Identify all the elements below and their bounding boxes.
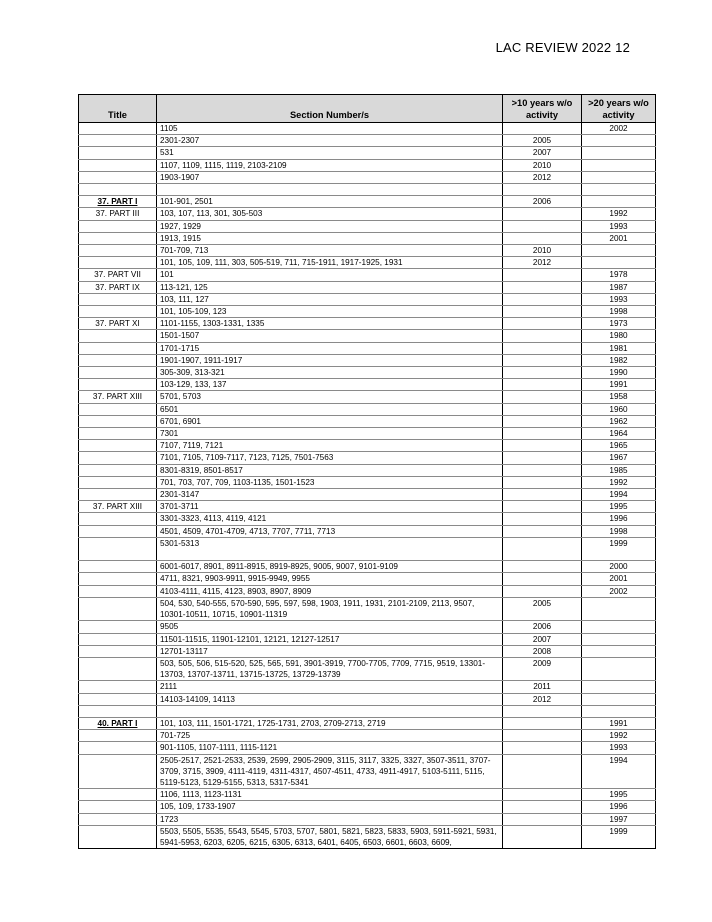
table-row: [79, 513, 656, 525]
table-row: [79, 123, 656, 135]
section-numbers-cell: 113-121, 125: [157, 281, 503, 293]
section-numbers-cell: 1106, 1113, 1123-1131: [157, 789, 503, 801]
table-row: [79, 245, 656, 257]
over-20-years-cell: [582, 645, 656, 657]
section-numbers-cell: 2111: [157, 681, 503, 693]
title-cell: [79, 537, 157, 560]
table-row: [79, 754, 656, 789]
table-row: [79, 645, 656, 657]
over-20-years-cell: 1991: [582, 379, 656, 391]
over-10-years-cell: 2012: [503, 693, 582, 705]
title-cell: 37. PART VII: [79, 269, 157, 281]
title-cell: [79, 789, 157, 801]
title-cell: [79, 367, 157, 379]
over-20-years-cell: 1996: [582, 801, 656, 813]
title-cell: [79, 525, 157, 537]
section-numbers-cell: 5503, 5505, 5535, 5543, 5545, 5703, 5707, 5801, 5821, 5823, 5833, 5903, 5911-5921, 5931, 5941-5953, 6203, 6205, 6215, 6305, 6313, 6401, 6405, 6503, 6601, 6603, 6609,: [157, 825, 503, 848]
table-row: [79, 318, 656, 330]
over-20-years-cell: [582, 159, 656, 171]
over-20-years-cell: 2000: [582, 561, 656, 573]
table-row: [79, 171, 656, 183]
section-numbers-cell: 1105: [157, 123, 503, 135]
over-20-years-cell: 1992: [582, 208, 656, 220]
over-10-years-cell: [503, 330, 582, 342]
title-cell: [79, 232, 157, 244]
table-row: [79, 597, 656, 620]
title-cell: [79, 171, 157, 183]
title-cell: 37. PART XIII: [79, 501, 157, 513]
over-20-years-cell: [582, 705, 656, 717]
over-20-years-cell: 1999: [582, 537, 656, 560]
over-10-years-cell: [503, 232, 582, 244]
over-20-years-cell: 1980: [582, 330, 656, 342]
title-cell: [79, 440, 157, 452]
title-cell: [79, 379, 157, 391]
over-10-years-cell: [503, 293, 582, 305]
over-20-years-cell: [582, 171, 656, 183]
over-10-years-cell: [503, 464, 582, 476]
over-10-years-cell: 2007: [503, 147, 582, 159]
over-20-years-cell: 1997: [582, 813, 656, 825]
title-cell: [79, 645, 157, 657]
over-10-years-cell: 2006: [503, 196, 582, 208]
over-20-years-cell: 1998: [582, 525, 656, 537]
title-cell: [79, 621, 157, 633]
table-body: [79, 123, 656, 849]
over-20-years-cell: 1958: [582, 391, 656, 403]
section-numbers-cell: 1901-1907, 1911-1917: [157, 354, 503, 366]
over-10-years-cell: [503, 742, 582, 754]
table-row: [79, 573, 656, 585]
section-numbers-cell: 701-725: [157, 730, 503, 742]
table-header-row: [79, 95, 656, 123]
over-10-years-cell: 2012: [503, 257, 582, 269]
section-numbers-cell: 4103-4111, 4115, 4123, 8903, 8907, 8909: [157, 585, 503, 597]
section-numbers-cell: 701-709, 713: [157, 245, 503, 257]
over-10-years-cell: [503, 281, 582, 293]
section-numbers-cell: 3701-3711: [157, 501, 503, 513]
over-20-years-cell: [582, 633, 656, 645]
section-numbers-cell: 7301: [157, 428, 503, 440]
over-20-years-cell: 1991: [582, 717, 656, 729]
title-cell: [79, 681, 157, 693]
section-numbers-cell: 305-309, 313-321: [157, 367, 503, 379]
title-cell: [79, 159, 157, 171]
over-10-years-cell: [503, 306, 582, 318]
over-10-years-cell: [503, 476, 582, 488]
table-row: [79, 813, 656, 825]
over-10-years-cell: [503, 403, 582, 415]
title-cell: 37. PART XI: [79, 318, 157, 330]
title-cell: [79, 184, 157, 196]
over-20-years-cell: [582, 184, 656, 196]
over-20-years-cell: 1960: [582, 403, 656, 415]
section-numbers-cell: 1903-1907: [157, 171, 503, 183]
over-20-years-cell: 1994: [582, 754, 656, 789]
section-numbers-cell: 103, 107, 113, 301, 305-503: [157, 208, 503, 220]
title-cell: 40. PART I: [79, 717, 157, 729]
title-cell: [79, 513, 157, 525]
table-row: [79, 391, 656, 403]
table-row: [79, 306, 656, 318]
over-20-years-cell: 1990: [582, 367, 656, 379]
table-row: [79, 440, 656, 452]
title-cell: [79, 330, 157, 342]
section-numbers-cell: 11501-11515, 11901-12101, 12121, 12127-12517: [157, 633, 503, 645]
table-row: [79, 464, 656, 476]
over-20-years-cell: [582, 196, 656, 208]
title-cell: [79, 464, 157, 476]
section-numbers-cell: 5301-5313: [157, 537, 503, 560]
over-10-years-cell: [503, 428, 582, 440]
over-10-years-cell: 2005: [503, 135, 582, 147]
title-cell: [79, 342, 157, 354]
title-cell: [79, 428, 157, 440]
section-numbers-cell: 6701, 6901: [157, 415, 503, 427]
section-numbers-cell: 7101, 7105, 7109-7117, 7123, 7125, 7501-7563: [157, 452, 503, 464]
over-10-years-cell: [503, 379, 582, 391]
table-row: [79, 742, 656, 754]
section-numbers-cell: 4501, 4509, 4701-4709, 4713, 7707, 7711, 7713: [157, 525, 503, 537]
page-header: LAC REVIEW 2022 12: [495, 40, 630, 55]
section-numbers-cell: 2301-3147: [157, 489, 503, 501]
over-10-years-cell: [503, 717, 582, 729]
table-row: [79, 147, 656, 159]
section-numbers-cell: 1501-1507: [157, 330, 503, 342]
table-row: [79, 354, 656, 366]
over-10-years-cell: [503, 513, 582, 525]
over-20-years-cell: [582, 147, 656, 159]
table-row: [79, 232, 656, 244]
over-20-years-cell: 1995: [582, 789, 656, 801]
over-20-years-cell: [582, 681, 656, 693]
section-numbers-cell: 9505: [157, 621, 503, 633]
over-20-years-cell: 1965: [582, 440, 656, 452]
section-numbers-cell: [157, 705, 503, 717]
table-row: [79, 257, 656, 269]
table-row: [79, 525, 656, 537]
over-10-years-cell: [503, 342, 582, 354]
table-row: [79, 585, 656, 597]
section-numbers-cell: 504, 530, 540-555, 570-590, 595, 597, 598, 1903, 1911, 1931, 2101-2109, 2113, 9507, 10301-10511, 10715, 10901-11319: [157, 597, 503, 620]
title-cell: [79, 476, 157, 488]
over-20-years-cell: [582, 257, 656, 269]
table-row: [79, 693, 656, 705]
over-10-years-cell: [503, 489, 582, 501]
over-10-years-cell: 2011: [503, 681, 582, 693]
over-20-years-cell: 1962: [582, 415, 656, 427]
table-row: [79, 196, 656, 208]
over-10-years-cell: 2006: [503, 621, 582, 633]
section-numbers-cell: 14103-14109, 14113: [157, 693, 503, 705]
over-10-years-cell: 2012: [503, 171, 582, 183]
table-row: [79, 537, 656, 560]
title-cell: [79, 489, 157, 501]
title-cell: [79, 245, 157, 257]
over-10-years-cell: [503, 801, 582, 813]
table-row: [79, 428, 656, 440]
title-cell: [79, 561, 157, 573]
over-10-years-cell: 2008: [503, 645, 582, 657]
over-20-years-cell: [582, 245, 656, 257]
table-row: [79, 452, 656, 464]
title-cell: [79, 597, 157, 620]
section-numbers-cell: 2505-2517, 2521-2533, 2539, 2599, 2905-2909, 3115, 3117, 3325, 3327, 3507-3511, 3707-3709, 3715, 3909, 4111-4119, 4311-4317, 4507-4511, 4733, 4911-4917, 5103-5111, 5115, 5119-5123, 5129-5155, 5313, 5317-5341: [157, 754, 503, 789]
title-cell: 37. PART I: [79, 196, 157, 208]
title-cell: 37. PART III: [79, 208, 157, 220]
over-20-years-cell: 1998: [582, 306, 656, 318]
over-20-years-cell: 1993: [582, 742, 656, 754]
section-numbers-cell: 1101-1155, 1303-1331, 1335: [157, 318, 503, 330]
table-row: [79, 825, 656, 848]
over-20-years-cell: [582, 657, 656, 680]
section-numbers-cell: 1723: [157, 813, 503, 825]
section-numbers-cell: 1927, 1929: [157, 220, 503, 232]
title-cell: [79, 403, 157, 415]
table-row: [79, 561, 656, 573]
section-numbers-cell: 105, 109, 1733-1907: [157, 801, 503, 813]
title-cell: [79, 354, 157, 366]
title-cell: [79, 693, 157, 705]
table-row: [79, 489, 656, 501]
title-cell: [79, 452, 157, 464]
over-10-years-cell: [503, 825, 582, 848]
section-numbers-cell: 101, 105-109, 123: [157, 306, 503, 318]
over-10-years-cell: 2005: [503, 597, 582, 620]
table-row: [79, 184, 656, 196]
column-header-10-years: >10 years w/o activity: [503, 95, 582, 123]
section-numbers-cell: 701, 703, 707, 709, 1103-1135, 1501-1523: [157, 476, 503, 488]
over-10-years-cell: [503, 501, 582, 513]
section-numbers-cell: 1107, 1109, 1115, 1119, 2103-2109: [157, 159, 503, 171]
table-row: [79, 159, 656, 171]
over-10-years-cell: 2010: [503, 245, 582, 257]
over-20-years-cell: 1999: [582, 825, 656, 848]
over-10-years-cell: [503, 585, 582, 597]
over-20-years-cell: [582, 597, 656, 620]
table-row: [79, 342, 656, 354]
table-row: [79, 789, 656, 801]
over-10-years-cell: [503, 573, 582, 585]
title-cell: [79, 825, 157, 848]
section-numbers-cell: 8301-8319, 8501-8517: [157, 464, 503, 476]
table-row: [79, 269, 656, 281]
over-20-years-cell: 1993: [582, 220, 656, 232]
column-header-20-years: >20 years w/o activity: [582, 95, 656, 123]
over-10-years-cell: [503, 440, 582, 452]
section-numbers-cell: 103, 111, 127: [157, 293, 503, 305]
section-numbers-cell: 7107, 7119, 7121: [157, 440, 503, 452]
section-numbers-cell: 12701-13117: [157, 645, 503, 657]
section-numbers-cell: 3301-3323, 4113, 4119, 4121: [157, 513, 503, 525]
over-20-years-cell: [582, 693, 656, 705]
section-numbers-cell: 101-901, 2501: [157, 196, 503, 208]
over-10-years-cell: [503, 354, 582, 366]
over-20-years-cell: 1981: [582, 342, 656, 354]
over-10-years-cell: [503, 754, 582, 789]
title-cell: [79, 754, 157, 789]
section-numbers-cell: 103-129, 133, 137: [157, 379, 503, 391]
title-cell: [79, 730, 157, 742]
title-cell: [79, 135, 157, 147]
table-row: [79, 705, 656, 717]
over-20-years-cell: 2002: [582, 585, 656, 597]
section-numbers-cell: 1913, 1915: [157, 232, 503, 244]
over-10-years-cell: [503, 789, 582, 801]
over-20-years-cell: 1967: [582, 452, 656, 464]
over-10-years-cell: [503, 705, 582, 717]
table-row: [79, 220, 656, 232]
over-10-years-cell: 2009: [503, 657, 582, 680]
section-numbers-cell: 4711, 8321, 9903-9911, 9915-9949, 9955: [157, 573, 503, 585]
table-row: [79, 801, 656, 813]
table-row: [79, 681, 656, 693]
table-row: [79, 717, 656, 729]
over-20-years-cell: 1996: [582, 513, 656, 525]
title-cell: [79, 801, 157, 813]
section-numbers-cell: [157, 184, 503, 196]
over-20-years-cell: 1973: [582, 318, 656, 330]
over-10-years-cell: [503, 269, 582, 281]
title-cell: [79, 415, 157, 427]
over-20-years-cell: 1964: [582, 428, 656, 440]
section-numbers-cell: 901-1105, 1107-1111, 1115-1121: [157, 742, 503, 754]
table-row: [79, 367, 656, 379]
table-row: [79, 281, 656, 293]
table-row: [79, 208, 656, 220]
title-cell: [79, 220, 157, 232]
over-10-years-cell: [503, 415, 582, 427]
over-10-years-cell: [503, 367, 582, 379]
over-10-years-cell: [503, 525, 582, 537]
over-10-years-cell: [503, 220, 582, 232]
over-10-years-cell: [503, 452, 582, 464]
title-cell: [79, 633, 157, 645]
table-row: [79, 621, 656, 633]
section-numbers-cell: 2301-2307: [157, 135, 503, 147]
column-header-section-numbers: Section Number/s: [157, 95, 503, 123]
section-numbers-cell: 101, 105, 109, 111, 303, 505-519, 711, 715-1911, 1917-1925, 1931: [157, 257, 503, 269]
column-header-title: Title: [79, 95, 157, 123]
over-20-years-cell: [582, 621, 656, 633]
title-cell: 37. PART IX: [79, 281, 157, 293]
table-row: [79, 135, 656, 147]
title-cell: [79, 813, 157, 825]
title-cell: [79, 585, 157, 597]
table-row: [79, 476, 656, 488]
section-numbers-cell: 503, 505, 506, 515-520, 525, 565, 591, 3901-3919, 7700-7705, 7709, 7715, 9519, 13301-13703, 13707-13711, 13715-13725, 13729-13739: [157, 657, 503, 680]
over-20-years-cell: [582, 135, 656, 147]
over-20-years-cell: 1985: [582, 464, 656, 476]
title-cell: [79, 742, 157, 754]
table-row: [79, 415, 656, 427]
table-row: [79, 403, 656, 415]
over-20-years-cell: 1992: [582, 476, 656, 488]
sections-table: [78, 94, 656, 849]
over-20-years-cell: 2001: [582, 232, 656, 244]
table-row: [79, 330, 656, 342]
over-10-years-cell: [503, 813, 582, 825]
title-cell: 37. PART XIII: [79, 391, 157, 403]
over-20-years-cell: 1993: [582, 293, 656, 305]
over-10-years-cell: [503, 208, 582, 220]
over-10-years-cell: [503, 123, 582, 135]
section-numbers-cell: 101, 103, 111, 1501-1721, 1725-1731, 2703, 2709-2713, 2719: [157, 717, 503, 729]
table-row: [79, 379, 656, 391]
title-cell: [79, 257, 157, 269]
over-20-years-cell: 1992: [582, 730, 656, 742]
over-10-years-cell: 2007: [503, 633, 582, 645]
title-cell: [79, 123, 157, 135]
table-row: [79, 633, 656, 645]
over-10-years-cell: [503, 318, 582, 330]
over-20-years-cell: 2002: [582, 123, 656, 135]
over-10-years-cell: [503, 537, 582, 560]
over-20-years-cell: 2001: [582, 573, 656, 585]
over-10-years-cell: [503, 391, 582, 403]
over-20-years-cell: 1995: [582, 501, 656, 513]
section-numbers-cell: 531: [157, 147, 503, 159]
over-20-years-cell: 1987: [582, 281, 656, 293]
section-numbers-cell: 5701, 5703: [157, 391, 503, 403]
over-10-years-cell: [503, 561, 582, 573]
over-10-years-cell: [503, 730, 582, 742]
section-numbers-cell: 6501: [157, 403, 503, 415]
table-row: [79, 657, 656, 680]
section-numbers-cell: 1701-1715: [157, 342, 503, 354]
section-numbers-cell: 6001-6017, 8901, 8911-8915, 8919-8925, 9005, 9007, 9101-9109: [157, 561, 503, 573]
title-cell: [79, 573, 157, 585]
title-cell: [79, 657, 157, 680]
table-row: [79, 293, 656, 305]
over-20-years-cell: 1982: [582, 354, 656, 366]
over-10-years-cell: 2010: [503, 159, 582, 171]
title-cell: [79, 293, 157, 305]
table-row: [79, 501, 656, 513]
title-cell: [79, 147, 157, 159]
over-10-years-cell: [503, 184, 582, 196]
title-cell: [79, 306, 157, 318]
over-20-years-cell: 1978: [582, 269, 656, 281]
over-20-years-cell: 1994: [582, 489, 656, 501]
section-numbers-cell: 101: [157, 269, 503, 281]
table-row: [79, 730, 656, 742]
title-cell: [79, 705, 157, 717]
